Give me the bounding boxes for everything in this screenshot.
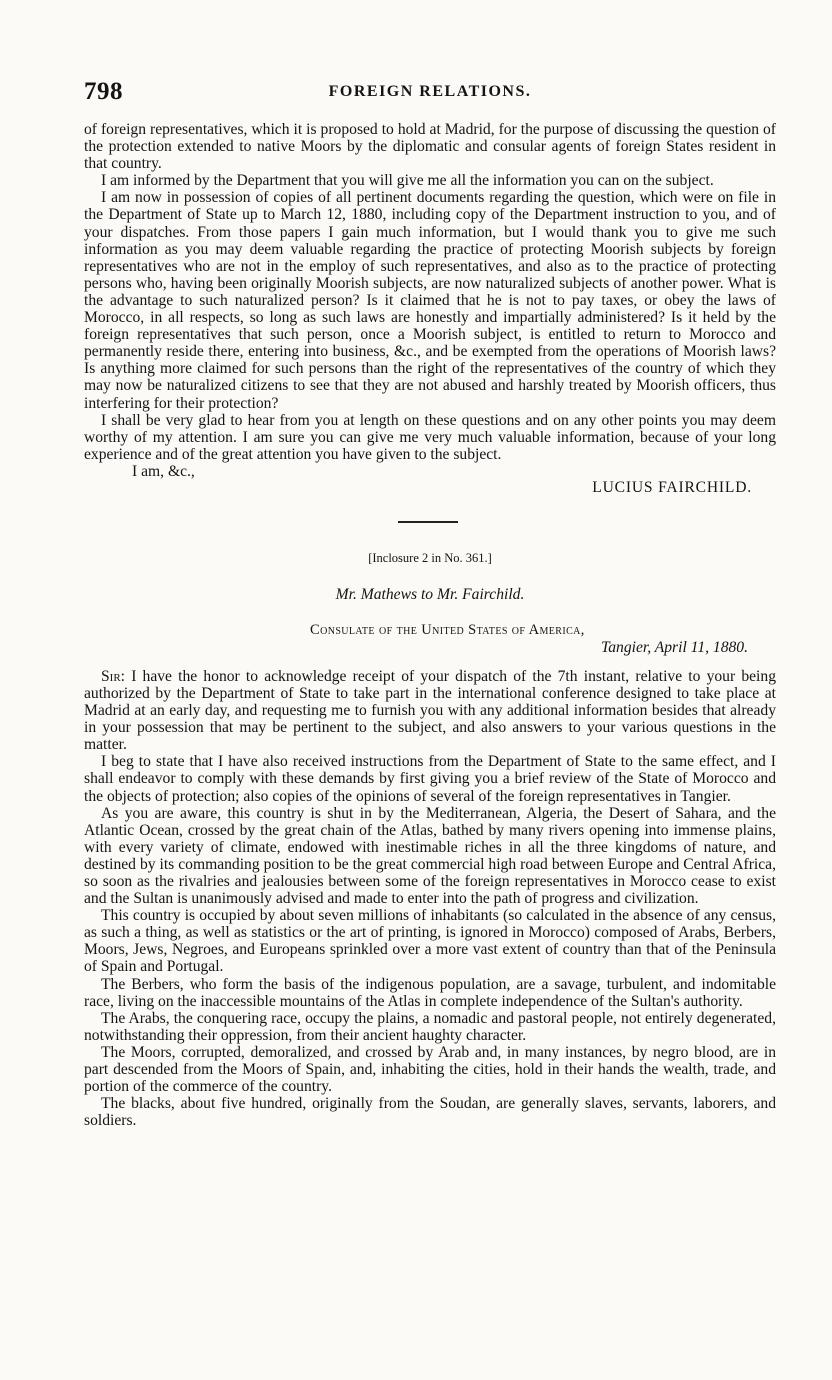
letter2-paragraph-5: The Berbers, who form the basis of the indigenous population, are a savage, turbulent, and indomitable race, living on the inaccessible mountains of the Atlas in complete independence of the Sultan's authority.: [84, 975, 776, 1010]
letter1-paragraph-2: I am informed by the Department that you will give me all the information you can on the subject.: [101, 172, 714, 190]
section-divider: [398, 521, 458, 523]
letter1-closing: I am, &c.,: [132, 462, 195, 480]
page-number: 798: [84, 78, 123, 105]
page-header: [84, 78, 776, 108]
letter2-paragraph-2: I beg to state that I have also received instructions from the Department of State to the same effect, and I shall endeavor to comply with these demands by first giving you a brief review of the State of Morocco and the objects of protection; also copies of the opinions of several of the foreign representatives in Tangier.: [84, 753, 776, 805]
letter1-closing-block: [84, 463, 776, 499]
letter2-paragraph-1-text: I have the honor to acknowledge receipt of your dispatch of the 7th instant, relative to your being authorized by the Department of State to take part in the international conference designed to take place at Madrid at an early day, and requesting me to furnish you with any additional information besides that already in your possession that may be pertinent to the subject, and also answers to your various questions in the matter.: [84, 667, 776, 754]
letter2-letterhead: [310, 622, 776, 639]
letter2-paragraph-4: This country is occupied by about seven millions of inhabitants (so calculated in the absence of any census, as such a thing, as well as statistics or the art of printing, is ignored in Morocco) composed of Arabs, Berbers, Moors, Jews, Negroes, and Europeans sprinkled over a more vast extent of country than that of the Peninsula of Spain and Portugal.: [84, 907, 776, 976]
letter2-paragraph-6: The Arabs, the conquering race, occupy the plains, a nomadic and pastoral people, not entirely degenerated, notwithstanding their oppression, from their ancient haughty character.: [84, 1009, 776, 1044]
salutation: Sir:: [101, 667, 126, 685]
letter1-paragraph-1: of foreign representatives, which it is proposed to hold at Madrid, for the purpose of discussing the question of the protection extended to native Moors by the diplomatic and consular agents of foreign States resident in that country.: [84, 121, 776, 173]
letter1-signature: LUCIUS FAIRCHILD.: [592, 478, 752, 496]
letter2-paragraph-7: The Moors, corrupted, demoralized, and crossed by Arab and, in many instances, by negro blood, are in part descended from the Moors of Spain, and, inhabiting the cities, hold in their hands the wealth, trade, and portion of the commerce of the country.: [84, 1043, 776, 1096]
letter1-paragraph-4: I shall be very glad to hear from you at length on these questions and on any other points you may deem worthy of my attention. I am sure you can give me very much valuable information, because of your long experience and of the great attention you have given to the subject.: [84, 411, 776, 463]
letter2-dateline: Tangier, April 11, 1880.: [600, 638, 748, 656]
running-head: FOREIGN RELATIONS.: [328, 83, 532, 100]
letter2-title: Mr. Mathews to Mr. Fairchild.: [335, 585, 525, 603]
letter2-paragraph-3: As you are aware, this country is shut in by the Mediterranean, Algeria, the Desert of Sahara, and the Atlantic Ocean, crossed by the great chain of the Atlas, bathed by many rivers opening into immense plains, with every variety of climate, endowed with inestimable riches in all the three kingdoms of nature, and destined by its commanding position to be the great commercial high road between Europe and Central Africa, so soon as the rivalries and jealousies between some of the foreign representatives in Morocco cease to exist and the Sultan is unanimously advised and made to enter into the path of progress and civilization.: [84, 804, 776, 908]
letter2-paragraph-8: The blacks, about five hundred, originally from the Soudan, are generally slaves, servants, laborers, and soldiers.: [84, 1095, 776, 1130]
inclosure-label: [Inclosure 2 in No. 361.]: [368, 550, 492, 565]
letter2-paragraph-1: [84, 668, 776, 753]
letter1-paragraph-3: I am now in possession of copies of all pertinent documents regarding the question, which were on file in the Department of State up to March 12, 1880, including copy of the Department instruction to you, and of your dispatches. From those papers I gain much information, but I would thank you to give me such information as you may deem valuable regarding the practice of protecting Moorish subjects by foreign representatives who are not in the employ of such representatives, and also as to the practice of protecting persons who, having been originally Moorish subjects, are now naturalized subjects of another power. What is the advantage to such naturalized person? Is it claimed that he is not to pay taxes, or obey the laws of Morocco, in all respects, so long as such laws are honestly and impartially administered? Is it held by the foreign representatives that such person, once a Moorish subject, is entitled to return to Morocco and permanently reside there, entering into business, &c., and be exempted from the operations of Moorish laws? Is anything more claimed for such persons than the right of the representatives of the country of which they may now be naturalized citizens to see that they are not abused and harshly treated by Moorish officers, thus interfering for their protection?: [84, 189, 776, 412]
letterhead-text: Consulate of the United States of America,: [310, 621, 585, 638]
page-body: [84, 121, 776, 1129]
